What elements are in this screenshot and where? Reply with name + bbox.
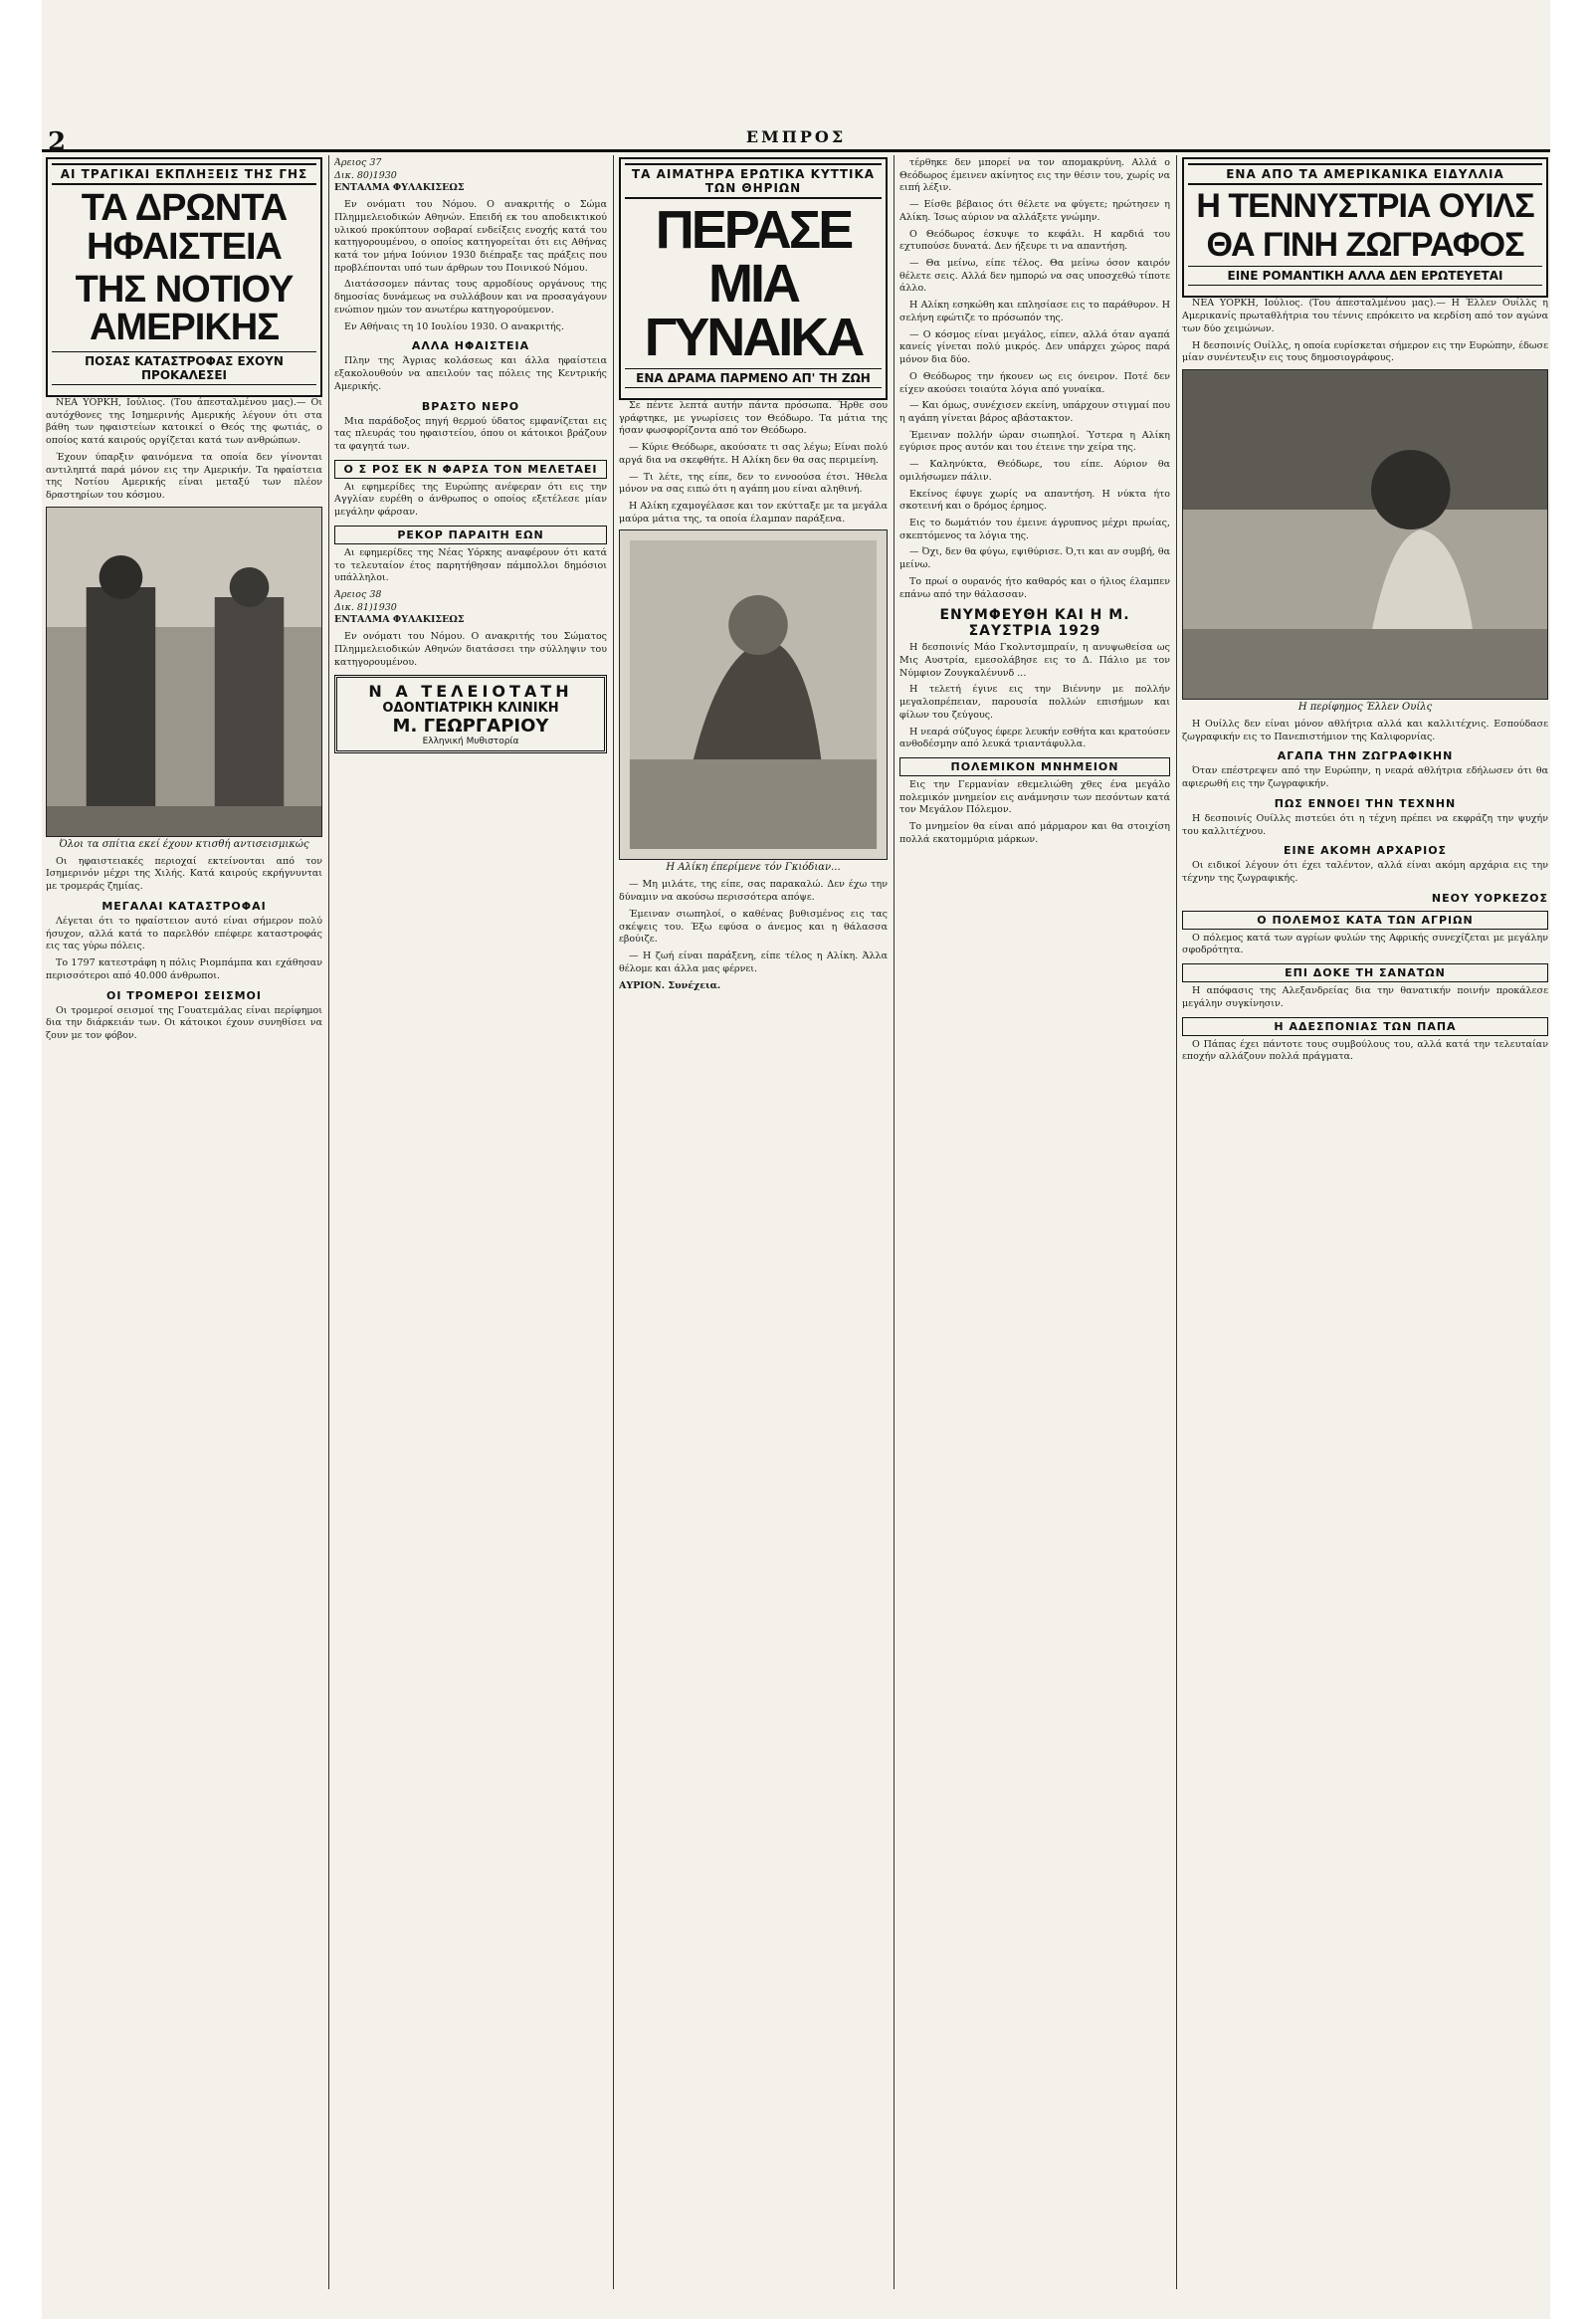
subheading: ΕΝΥΜΦΕΥΘΗ ΚΑΙ Η Μ. ΣΑΥΣΤΡΙΑ 1929 bbox=[939, 607, 1130, 640]
ad-line: ΟΔΟΝΤΙΑΤΡΙΚΗ ΚΛΙΝΙΚΗ bbox=[382, 701, 559, 717]
subheading: Η ΑΔΕΣΠΟΝΙΑΣ ΤΩΝ ΠΑΠΑ bbox=[1182, 1017, 1548, 1036]
headline: ΤΗΣ ΝΟΤΙΟΥ ΑΜΕΡΙΚΗΣ bbox=[75, 268, 294, 349]
article-body-text: Ο Θεόδωρος την ήκουεν ως εις όνειρον. Ποτέ δεν είχεν ακούσει τοιαύτα λόγια από γυναίκα. bbox=[899, 370, 1170, 395]
article-body-text: Ο Πάπας έχει πάντοτε τους συμβούλους του, αλλά κατά την τελευταίαν εποχήν αλλάζουν πολλά πράγματα. bbox=[1182, 1038, 1548, 1063]
subheading: ΟΙ ΤΡΟΜΕΡΟΙ ΣΕΙΣΜΟΙ bbox=[105, 988, 262, 1002]
article-body-text: Το 1797 κατεστράφη η πόλις Ριομπάμπα και εχάθησαν περισσότεροι από 40.000 άνθρωποι. bbox=[46, 957, 322, 981]
article-lead: Η δεσποινίς Μάο Γκολντσμπραίν, η ανυψωθείσα ως Μις Αυστρία, εμεσολάβησε εις το Δ. Πάλιο με τον Νύμφιον Ζουγκαλένυνδ ... bbox=[899, 642, 1170, 679]
article-body-text: Έχουν ύπαρξιν φαινόμενα τα οποία δεν γίνονται αντιληπτά παρά μόνον εις την Αμερικήν. Τα ηφαίστεια της Νοτίου Αμερικής είναι μεταξύ των πλέον δραστηρίων του κόσμου. bbox=[46, 451, 322, 502]
article-body-text: Οι ηφαιστειακές περιοχαί εκτείνονται από τον Ισημερινόν μέχρι της Χιλής. Κατά καιρούς εκρήγνυνται με τρομεράς ζημίας. bbox=[46, 855, 322, 893]
dateline: Άρειος 38 bbox=[334, 588, 382, 600]
headline: Η ΤΕΝΝΥΣΤΡΙΑ ΟΥΙΛΣ bbox=[1196, 187, 1534, 225]
column-warrants bbox=[334, 157, 607, 2289]
article-body-text: Η δεσποινίς Ουίλλς, η οποία ευρίσκεται σήμερον εις την Ευρώπην, έδωσε μίαν συνέντευξιν εις τους δημοσιογράφους. bbox=[1182, 339, 1548, 364]
ad-line: Ελληνική Μυθιστορία bbox=[422, 737, 519, 747]
article-body-text: Εκείνος έφυγε χωρίς να απαντήση. Η νύκτα ήτο σκοτεινή και ο δρόμος έρημος. bbox=[899, 488, 1170, 513]
article-lead: Σε πέντε λεπτά αυτήν πάντα πρόσωπα. Ήρθε σου γράφτηκε, με γνωρίσεις τον Θεόδωρο. Τα μάτια της ήσαν φωσφορίζοντα από τον Θεόδωρο. bbox=[619, 400, 888, 437]
dateline: Δικ. 81)1930 bbox=[334, 601, 397, 613]
article-body-text: Η τελετή έγινε εις την Βιέννην με πολλήν μεγαλοπρέπειαν, παρουσία πολλών επισήμων και φίλων του ζεύγους. bbox=[899, 684, 1170, 721]
article-body-text: Μια παράδοξος πηγή θερμού ύδατος εμφανίζεται εις τας πλευράς του ηφαιστείου, όπου οι κάτοικοι βράζουν τα φαγητά των. bbox=[334, 415, 607, 452]
photo-illustration bbox=[619, 529, 888, 860]
top-rule bbox=[42, 149, 1550, 152]
kicker: ΤΑ ΑΙΜΑΤΗΡΑ ΕΡΩΤΙΚΑ ΚΥΤΤΙΚΑ ΤΩΝ ΘΗΡΙΩΝ bbox=[625, 163, 882, 199]
article-body-text: Έμειναν πολλήν ώραν σιωπηλοί. Ύστερα η Αλίκη εγύρισε προς αυτόν και του έτεινε την χείρα της. bbox=[899, 429, 1170, 454]
headline: ΠΕΡΑΣΕ ΜΙΑ ΓΥΝΑΙΚΑ bbox=[644, 200, 863, 367]
page-number: 2 bbox=[48, 127, 67, 157]
headline-box bbox=[1182, 157, 1548, 298]
photo-villagers bbox=[46, 507, 322, 837]
article-body-text: — Καληνύκτα, Θεόδωρε, του είπε. Αύριον θα ομιλήσωμεν πάλιν. bbox=[899, 459, 1170, 483]
article-body-text: Η δεσποινίς Ουίλλς πιστεύει ότι η τέχνη πρέπει να εκφράζη την ψυχήν του καλλιτέχνου. bbox=[1182, 812, 1548, 837]
section-title: ΕΝΤΑΛΜΑ ΦΥΛΑΚΙΣΕΩΣ bbox=[334, 614, 465, 626]
article-body-text: Αι εφημερίδες της Ευρώπης ανέφεραν ότι εις την Αγγλίαν ευρέθη ο άνθρωπος ο οποίος εξετέλεσε μίαν μεγάλην φάρσαν. bbox=[334, 481, 607, 519]
headline: ΘΑ ΓΙΝΗ ΖΩΓΡΑΦΟΣ bbox=[1206, 225, 1524, 264]
section-title: ΕΝΤΑΛΜΑ ΦΥΛΑΚΙΣΕΩΣ bbox=[334, 182, 465, 194]
article-body-text: Λέγεται ότι το ηφαίστειον αυτό είναι σήμερον πολύ ήσυχον, αλλά κατά το παρελθόν επέφερε καταστροφάς εις τας γύρω πόλεις. bbox=[46, 915, 322, 952]
article-body-text: Η απόφασις της Αλεξανδρείας δια την θανατικήν ποινήν προκάλεσε μεγάλην συγκίνησιν. bbox=[1182, 985, 1548, 1009]
column-rule bbox=[328, 155, 329, 2289]
article-body-text: Το μνημείον θα είναι από μάρμαρον και θα στοιχίση πολλά εκατομμύρια μάρκων. bbox=[899, 821, 1170, 845]
subheading: Ο Σ ΡΟΣ ΕΚ Ν ΦΑΡΣΑ ΤΟΝ ΜΕΛΕΤΑΕΙ bbox=[334, 460, 607, 479]
article-body-text: — Τι λέτε, της είπε, δεν το εννοούσα έτσι. Ήθελα μόνον να σας ειπώ ότι η αγάπη μου είναι αληθινή. bbox=[619, 471, 888, 496]
article-body-text: Όταν επέστρεψεν από την Ευρώπην, η νεαρά αθλήτρια εδήλωσεν ότι θα αφιερωθή εις την ζωγραφικήν. bbox=[1182, 765, 1548, 790]
advertisement bbox=[334, 675, 607, 753]
column-volcanoes bbox=[46, 157, 322, 2289]
subheading: ΕΠΙ ΔΟΚΕ ΤΗ ΣΑΝΑΤΩΝ bbox=[1182, 963, 1548, 982]
ad-line: Μ. ΓΕΩΡΓΑΡΙΟΥ bbox=[392, 716, 549, 738]
subheading: ΜΕΓΑΛΑΙ ΚΑΤΑΣΤΡΟΦΑΙ bbox=[101, 899, 267, 913]
article-body-text: Εις την Γερμανίαν εθεμελιώθη χθες ένα μεγάλο πολεμικόν μνημείον εις ανάμνησιν των πεσόντων κατά τον Μεγάλον Πόλεμον. bbox=[899, 779, 1170, 816]
subheading: ΠΟΛΕΜΙΚΟΝ ΜΝΗΜΕΙΟΝ bbox=[899, 757, 1170, 776]
column-rule bbox=[894, 155, 895, 2289]
article-body-text: — Θα μείνω, είπε τέλος. Θα μείνω όσον καιρόν θέλετε σεις. Αλλά δεν ημπορώ να σας υποσχεθώ τίποτε άλλο. bbox=[899, 258, 1170, 295]
headline-box bbox=[46, 157, 322, 397]
illustration-placeholder bbox=[620, 530, 887, 859]
article-body-text: — Είσθε βέβαιος ότι θέλετε να φύγετε; ηρώτησεν η Αλίκη. Ίσως αύριον να αλλάξετε γνώμην. bbox=[899, 199, 1170, 223]
photo-caption: Όλοι τα σπίτια εκεί έχουν κτισθή αντισεισμικώς bbox=[59, 838, 309, 850]
article-body-text: Διατάσσομεν πάντας τους αρμοδίους οργάνους της δημοσίας δυνάμεως να συλλάβουν και να προσαγάγουν ενώπιον ημών τον ανωτέρω κατηγορούμενον. bbox=[334, 279, 607, 316]
article-body-text: — Όχι, δεν θα φύγω, εψιθύρισε. Ό,τι και αν συμβή, θα μείνω. bbox=[899, 546, 1170, 571]
deck: ΕΝΑ ΔΡΑΜΑ ΠΑΡΜΕΝΟ ΑΠ' ΤΗ ΖΩΗ bbox=[625, 368, 882, 388]
subheading: ΑΛΛΑ ΗΦΑΙΣΤΕΙΑ bbox=[411, 339, 530, 353]
byline: ΑΥΡΙΟΝ. Συνέχεια. bbox=[619, 979, 721, 991]
column-rule bbox=[1176, 155, 1177, 2289]
article-lead: ΝΕΑ ΥΟΡΚΗ, Ιούλιος. (Του άπεσταλμένου μας).— Οι αυτόχθονες της Ισημερινής Αμερικής λέγουν ότι στα βάθη των ηφαιστείων κατοικεί ο Θεός της φωτιάς, ο οποίος κατά καιρούς οργίζεται κατά των ανθρώπων. bbox=[46, 397, 322, 447]
article-body-text: Ο Θεόδωρος έσκυψε το κεφάλι. Η καρδιά του εχτυπούσε δυνατά. Δεν ήξευρε τι να απαντήση. bbox=[899, 228, 1170, 253]
subheading: ΝΕΟΥ ΥΟΡΚΕΖΟΣ bbox=[1431, 891, 1548, 905]
headline: ΤΑ ΔΡΩΝΤΑ ΗΦΑΙΣΤΕΙΑ bbox=[81, 187, 288, 268]
article-body-text: Η νεαρά σύζυγος έφερε λευκήν εσθήτα και κρατούσεν ανθοδέσμην από λευκά τριαντάφυλλα. bbox=[899, 726, 1170, 750]
article-body-text: τέρθηκε δεν μπορεί να τον απομακρύνη. Αλλά ο Θεόδωρος έμεινεν ακίνητος εις την θέσιν του, χωρίς να ειπή λέξιν. bbox=[899, 157, 1170, 194]
subheading: ΑΓΑΠΑ ΤΗΝ ΖΩΓΡΑΦΙΚΗΝ bbox=[1277, 749, 1454, 763]
dateline: Άρειος 37 bbox=[334, 157, 382, 168]
article-body-text: Οι ειδικοί λέγουν ότι έχει ταλέντον, αλλά είναι ακόμη αρχάρια εις την τέχνην της ζωγραφικής. bbox=[1182, 860, 1548, 884]
column-tennis bbox=[1182, 157, 1548, 2289]
column-rule bbox=[613, 155, 614, 2289]
subheading: ΡΕΚΟΡ ΠΑΡΑΙΤΗ ΕΩΝ bbox=[334, 526, 607, 544]
article-body-text: Εις το δωμάτιόν του έμεινε άγρυπνος μέχρι πρωίας, σκεπτόμενος τα λόγια της. bbox=[899, 517, 1170, 541]
masthead: ΕΜΠΡΟΣ bbox=[745, 127, 847, 146]
kicker: ΑΙ ΤΡΑΓΙΚΑΙ ΕΚΠΛΗΞΕΙΣ ΤΗΣ ΓΗΣ bbox=[52, 163, 316, 185]
article-body-text: Η Αλίκη εχαμογέλασε και τον εκύτταξε με τα μεγάλα μαύρα μάτια της, τα οποία έλαμπαν παράξενα. bbox=[619, 501, 888, 525]
article-body-text: — Κύριε Θεόδωρε, ακούσατε τι σας λέγω; Είναι πολύ αργά δια να σκεφθήτε. Η Αλίκη δεν θα σας περιμείνη. bbox=[619, 442, 888, 466]
photo-caption: Η περίφημος Έλλεν Ουίλς bbox=[1297, 701, 1433, 713]
article-body-text: — Μη μιλάτε, της είπε, σας παρακαλώ. Δεν έχω την δύναμιν να ακούσω περισσότερα απόψε. bbox=[619, 879, 888, 904]
article-body-text: Οι τρομεροί σεισμοί της Γουατεμάλας είναι περίφημοι δια την διάρκειάν των. Οι κάτοικοι έχουν συνηθίσει να ζουν με τον φόβον. bbox=[46, 1004, 322, 1041]
article-body-text: Η Ουίλλς δεν είναι μόνον αθλήτρια αλλά και καλλιτέχνις. Εσπούδασε ζωγραφικήν εις το Πανεπιστήμιον της Καλιφορνίας. bbox=[1182, 718, 1548, 742]
subheading: Ο ΠΟΛΕΜΟΣ ΚΑΤΑ ΤΩΝ ΑΓΡΙΩΝ bbox=[1182, 911, 1548, 930]
article-body-text: Εν ονόματι του Νόμου. Ο ανακριτής ο Σώμα Πλημμελειοδικών Αθηνών. Επειδή εκ του αποδεικτικού υλικού προκύπτουν σοβαραί ενδείξεις ενοχής κατά του κατηγορουμένου, ο οποίος κατηγορείται ότι εις Αθήνας κατά τον μήνα Ιούνιον 1930 διέπραξε τας πράξεις που προβλέπονται υπό των άρθρων του Ποινικού Νόμου. bbox=[334, 199, 607, 274]
column-novel-cont bbox=[899, 157, 1170, 2289]
article-lead: ΝΕΑ ΥΟΡΚΗ, Ιούλιος. (Του άπεσταλμένου μας).— Η Έλλεν Ουίλλς η Αμερικανίς πρωταθλήτρια του τέννις επρόκειτο να κερδίση από τον αγώνα των δύο χειμώνων. bbox=[1182, 298, 1548, 334]
article-body-text: — Και όμως, συνέχισεν εκείνη, υπάρχουν στιγμαί που η αγάπη γίνεται βάρος αβάστακτον. bbox=[899, 400, 1170, 424]
deck: ΠΟΣΑΣ ΚΑΤΑΣΤΡΟΦΑΣ ΕΧΟΥΝ ΠΡΟΚΑΛΕΣΕΙ bbox=[52, 351, 316, 385]
dateline: Δικ. 80)1930 bbox=[334, 169, 397, 181]
photo-helen-wills bbox=[1182, 369, 1548, 700]
photo-caption: Η Αλίκη έπερίμενε τόν Γκιόδιαν... bbox=[666, 862, 841, 874]
photo-placeholder bbox=[1183, 370, 1547, 699]
article-body-text: Το πρωί ο ουρανός ήτο καθαρός και ο ήλιος έλαμπεν επάνω από την θάλασσαν. bbox=[899, 575, 1170, 600]
subheading: ΒΡΑΣΤΟ ΝΕΡΟ bbox=[421, 399, 520, 413]
subheading: ΠΩΣ ΕΝΝΟΕΙ ΤΗΝ ΤΕΧΝΗΝ bbox=[1274, 796, 1457, 810]
article-body-text: Εν ονόματι του Νόμου. Ο ανακριτής του Σώματος Πλημμελειοδικών Αθηνών διατάσσει την σύλληψιν του κατηγορουμένου. bbox=[334, 631, 607, 668]
photo-placeholder bbox=[47, 508, 321, 836]
article-body-text: Η Αλίκη εσηκώθη και επλησίασε εις το παράθυρον. Η σελήνη εφώτιζε το πρόσωπόν της. bbox=[899, 300, 1170, 323]
article-body-text: — Ο κόσμος είναι μεγάλος, είπεν, αλλά όταν αγαπά κανείς γίνεται πολύ μικρός. Δεν υπάρχει χώρος παρά μόνον δια δύο. bbox=[899, 328, 1170, 366]
deck: ΕΙΝΕ ΡΟΜΑΝΤΙΚΗ ΑΛΛΑ ΔΕΝ ΕΡΩΤΕΥΕΤΑΙ bbox=[1188, 266, 1542, 286]
kicker: ΕΝΑ ΑΠΟ ΤΑ ΑΜΕΡΙΚΑΝΙΚΑ ΕΙΔΥΛΛΙΑ bbox=[1188, 163, 1542, 185]
headline-box bbox=[619, 157, 888, 400]
article-body-text: Ο πόλεμος κατά των αγρίων φυλών της Αφρικής συνεχίζεται με μεγάλην σφοδρότητα. bbox=[1182, 932, 1548, 956]
column-novel bbox=[619, 157, 888, 2289]
article-body-text: Πλην της Άγριας κολάσεως και άλλα ηφαίστεια εξακολουθούν να απειλούν τας πόλεις της Κεντρικής Αμερικής. bbox=[334, 355, 607, 392]
newspaper-page bbox=[42, 0, 1550, 2319]
ad-line: Ν Α ΤΕΛΕΙΟΤΑΤΗ bbox=[368, 682, 573, 702]
subheading: ΕΙΝΕ ΑΚΟΜΗ ΑΡΧΑΡΙΟΣ bbox=[1283, 844, 1448, 858]
article-body-text: Εν Αθήναις τη 10 Ιουλίου 1930. Ο ανακριτής. bbox=[344, 320, 565, 332]
article-body-text: — Η ζωή είναι παράξενη, είπε τέλος η Αλίκη. Άλλα θέλομε και άλλα μας φέρνει. bbox=[619, 951, 888, 974]
article-body-text: Αι εφημερίδες της Νέας Υόρκης αναφέρουν ότι κατά το τελευταίον έτος παρητήθησαν πάμπολλοι δημόσιοι υπάλληλοι. bbox=[334, 546, 607, 584]
article-body-text: Έμειναν σιωπηλοί, ο καθένας βυθισμένος εις τας σκέψεις του. Έξω εφύσα ο άνεμος και η θάλασσα εβούιζε. bbox=[619, 908, 888, 946]
